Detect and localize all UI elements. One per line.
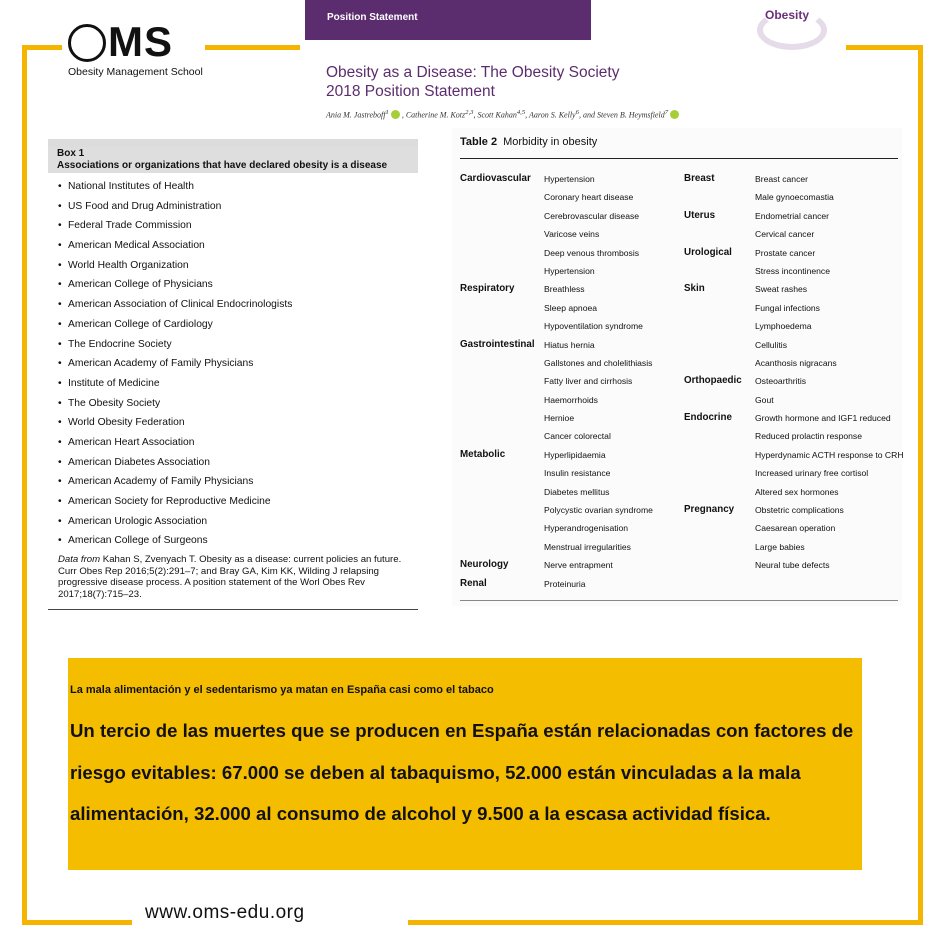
bullet-icon: • xyxy=(58,259,62,271)
bullet-icon: • xyxy=(58,338,62,350)
table2-condition: Obstetric complications xyxy=(755,505,844,516)
table2-condition: Sweat rashes xyxy=(755,284,808,295)
paper-authors: Ania M. Jastreboff$^1$ , Catherine M. Kotz$^{2,3}$, Scott Kahan$^{4,5}$, Aaron S. Kelly$^6$, and Steven B. Heymsfield$^7$ xyxy=(326,109,679,120)
table2-condition: Neural tube defects xyxy=(755,560,830,571)
frame-right xyxy=(918,45,923,925)
table2-condition: Varicose veins xyxy=(544,229,600,240)
frame-left xyxy=(22,45,27,925)
table2-category xyxy=(460,188,535,206)
bullet-icon: • xyxy=(58,535,62,547)
table2-category: Cardiovascular xyxy=(460,173,531,184)
callout-subtitle: La mala alimentación y el sedentarismo ya matan en España casi como el tabaco xyxy=(70,684,494,696)
table2-category: Urological xyxy=(684,246,732,258)
table2-condition: Cancer colorectal xyxy=(544,431,611,442)
table2-category xyxy=(460,501,535,519)
table2-condition: Reduced prolactin response xyxy=(755,431,863,442)
table2-category xyxy=(684,336,742,354)
table2-category xyxy=(460,538,535,556)
bullet-icon: • xyxy=(58,397,62,409)
bullet-icon: • xyxy=(58,200,62,212)
table2-condition: Hyperlipidaemia xyxy=(544,449,606,460)
paper-title: Obesity as a Disease: The Obesity Society 2018 Position Statement xyxy=(326,64,620,100)
table2-right-categories xyxy=(684,170,742,575)
table2-condition: Gout xyxy=(755,394,774,405)
footer-url[interactable]: www.oms-edu.org xyxy=(145,902,305,923)
table2-condition: Endometrial cancer xyxy=(755,210,830,221)
table2-category: Gastrointestinal xyxy=(460,338,535,350)
table2-category xyxy=(460,519,535,537)
box1-list-item: • US Food and Drug Administration xyxy=(58,200,222,212)
table2-category xyxy=(684,354,742,372)
table2-category xyxy=(460,354,535,372)
logo-o-circle xyxy=(68,24,106,62)
box1-list-item: • American Academy of Family Physicians xyxy=(58,358,254,370)
table2-category xyxy=(460,262,535,280)
table2-condition: Breast cancer xyxy=(755,174,809,184)
bullet-icon: • xyxy=(58,318,62,330)
table2-category: Neurology xyxy=(460,559,509,571)
table2-condition: Hernioe xyxy=(544,413,575,424)
table2-condition: Hyperandrogenisation xyxy=(544,523,629,534)
table2-category xyxy=(460,427,535,445)
table2-condition: Increased urinary free cortisol xyxy=(755,468,869,479)
table2-condition: Menstrual irregularities xyxy=(544,541,631,552)
orcid-icon xyxy=(391,110,400,119)
table2-category xyxy=(684,262,742,280)
obesity-journal-badge: Obesity xyxy=(757,0,835,46)
table2-condition: Nerve entrapment xyxy=(544,560,613,571)
table2-condition: Deep venous thrombosis xyxy=(544,247,640,258)
table2-condition: Gallstones and cholelithiasis xyxy=(544,357,653,368)
table2-category xyxy=(460,483,535,501)
table2-category xyxy=(460,317,535,335)
table2-category xyxy=(684,299,742,317)
table2-condition: Fungal infections xyxy=(755,302,820,313)
frame-bottom-right xyxy=(408,920,923,925)
table2-category xyxy=(684,538,742,556)
box1-list-item: • Institute of Medicine xyxy=(58,377,160,389)
box1-list-item: • American Urologic Association xyxy=(58,515,208,527)
table2-category xyxy=(460,409,535,427)
oms-logo xyxy=(68,20,228,78)
table2-category xyxy=(684,446,742,464)
table2-condition: Coronary heart disease xyxy=(544,192,634,203)
bullet-icon: • xyxy=(58,181,62,192)
table2-category xyxy=(684,464,742,482)
box1-list-item: • American College of Physicians xyxy=(58,279,213,291)
bullet-icon: • xyxy=(58,299,62,311)
table2-condition: Lymphoedema xyxy=(755,321,812,332)
bullet-icon: • xyxy=(58,476,62,488)
box1-list-item: • American College of Cardiology xyxy=(58,318,213,330)
table2-condition: Osteoarthritis xyxy=(755,376,807,387)
box1-list-item: • World Obesity Federation xyxy=(58,417,185,429)
bullet-icon: • xyxy=(58,358,62,370)
table2-condition: Haemorrhoids xyxy=(544,394,598,405)
table2-category xyxy=(684,188,742,206)
position-statement-banner: Position Statement xyxy=(305,0,591,40)
table2-category: Endocrine xyxy=(684,412,732,424)
logo-mark: MS xyxy=(68,20,228,64)
table2-condition: Diabetes mellitus xyxy=(544,486,610,497)
table2-condition: Cervical cancer xyxy=(755,229,815,240)
box1-list-item: • American College of Surgeons xyxy=(58,535,208,547)
bullet-icon: • xyxy=(58,417,62,429)
table2-right-items xyxy=(755,170,904,575)
box1-list-item: • American Society for Reproductive Medicine xyxy=(58,496,271,507)
bullet-icon: • xyxy=(58,240,62,252)
table2-category: Pregnancy xyxy=(684,504,735,516)
table2-category xyxy=(460,225,535,243)
bullet-icon: • xyxy=(58,436,62,448)
box1-list-item: • World Health Organization xyxy=(58,259,189,271)
table2-condition: Cellulitis xyxy=(755,339,787,350)
table2-title: Table 2 Morbidity in obesity xyxy=(460,136,598,148)
table2-category: Breast xyxy=(684,173,715,184)
bullet-icon: • xyxy=(58,515,62,527)
box1-heading: Box 1 Associations or organizations that have declared obesity is a disease xyxy=(48,147,418,173)
box1-list xyxy=(58,179,292,553)
box1-source-note: Data from Kahan S, Zvenyach T. Obesity as a disease: current policies an future. Curr Obes Rep 2016;5(2):291–7; and Bray GA, Kim KK, Wilding J relapsing progressive disease process. A position statement of the Worl Obes Rev 2017;18(7):715–23. xyxy=(58,554,402,600)
orcid-icon xyxy=(670,110,679,119)
table2-condition: Hypertension xyxy=(544,174,595,184)
box1-list-item: • National Institutes of Health xyxy=(58,181,194,192)
table2-category: Orthopaedic xyxy=(684,375,742,387)
box1-list-item: • American Academy of Family Physicians xyxy=(58,476,254,488)
table2-category xyxy=(460,372,535,390)
table2-category: Metabolic xyxy=(460,448,506,460)
table2-condition: Hiatus hernia xyxy=(544,339,595,350)
box1-list-item: • American Medical Association xyxy=(58,240,205,252)
logo-tagline: Obesity Management School xyxy=(68,66,203,78)
bullet-icon: • xyxy=(58,377,62,389)
box1-list-item: • American Diabetes Association xyxy=(58,456,210,468)
table2-category: Skin xyxy=(684,283,705,295)
table2-left-items xyxy=(544,170,653,593)
box1-list-item: • Federal Trade Commission xyxy=(58,220,192,232)
box1-list-item: • American Heart Association xyxy=(58,436,195,448)
bullet-icon: • xyxy=(58,220,62,232)
table2-category xyxy=(684,391,742,409)
table2-category: Respiratory xyxy=(460,283,515,295)
table2-left-categories xyxy=(460,170,535,593)
table2-condition: Stress incontinence xyxy=(755,265,830,276)
bullet-icon: • xyxy=(58,456,62,468)
table2-condition: Caesarean operation xyxy=(755,523,836,534)
bullet-icon: • xyxy=(58,496,62,507)
table2-condition: Fatty liver and cirrhosis xyxy=(544,376,633,387)
table2-category xyxy=(684,556,742,574)
table2-category xyxy=(684,483,742,501)
spain-risk-callout xyxy=(68,658,862,870)
table2-condition: Breathless xyxy=(544,284,585,295)
frame-bottom-left xyxy=(22,920,132,925)
table2-condition: Acanthosis nigracans xyxy=(755,357,837,368)
table2-condition: Cerebrovascular disease xyxy=(544,210,640,221)
table2-condition: Polycystic ovarian syndrome xyxy=(544,505,653,516)
bullet-icon: • xyxy=(58,279,62,291)
table2-condition: Growth hormone and IGF1 reduced xyxy=(755,413,891,424)
table2-condition: Hypoventilation syndrome xyxy=(544,321,643,332)
table2-condition: Large babies xyxy=(755,541,805,552)
table2-condition: Hyperdynamic ACTH response to CRH xyxy=(755,449,904,460)
table2-condition: Insulin resistance xyxy=(544,468,611,479)
table2-condition: Male gynoecomastia xyxy=(755,192,834,203)
table2-category xyxy=(684,317,742,335)
table2-condition: Hypertension xyxy=(544,265,595,276)
table2-category xyxy=(460,464,535,482)
table2-category xyxy=(460,244,535,262)
callout-body: Un tercio de las muertes que se producen en España están relacionadas con factores de riesgo evitables: 67.000 se deben al tabaquismo, 52.000 están vinculadas a la mala alimentación, 32.000 al consumo de alcohol y 9.500 a la escasa actividad física. xyxy=(70,720,854,824)
box1-list-item: • The Endocrine Society xyxy=(58,338,172,350)
table2-category: Uterus xyxy=(684,209,716,221)
table2-category xyxy=(460,207,535,225)
table2-condition: Prostate cancer xyxy=(755,247,816,258)
table2-condition: Proteinuria xyxy=(544,578,586,589)
table2-category xyxy=(684,519,742,537)
table2-condition: Sleep apnoea xyxy=(544,302,598,313)
frame-top-left xyxy=(22,45,62,50)
frame-top-right xyxy=(846,45,923,50)
box1-organizations xyxy=(48,139,418,611)
table2-category xyxy=(684,427,742,445)
box1-list-item: • American Association of Clinical Endocrinologists xyxy=(58,299,293,311)
table2-category: Renal xyxy=(460,577,487,589)
table2-morbidity xyxy=(452,128,902,606)
table2-category xyxy=(460,299,535,317)
box1-list-item: • The Obesity Society xyxy=(58,397,161,409)
table2-category xyxy=(460,391,535,409)
table2-category xyxy=(684,225,742,243)
table2-condition: Altered sex hormones xyxy=(755,486,839,497)
